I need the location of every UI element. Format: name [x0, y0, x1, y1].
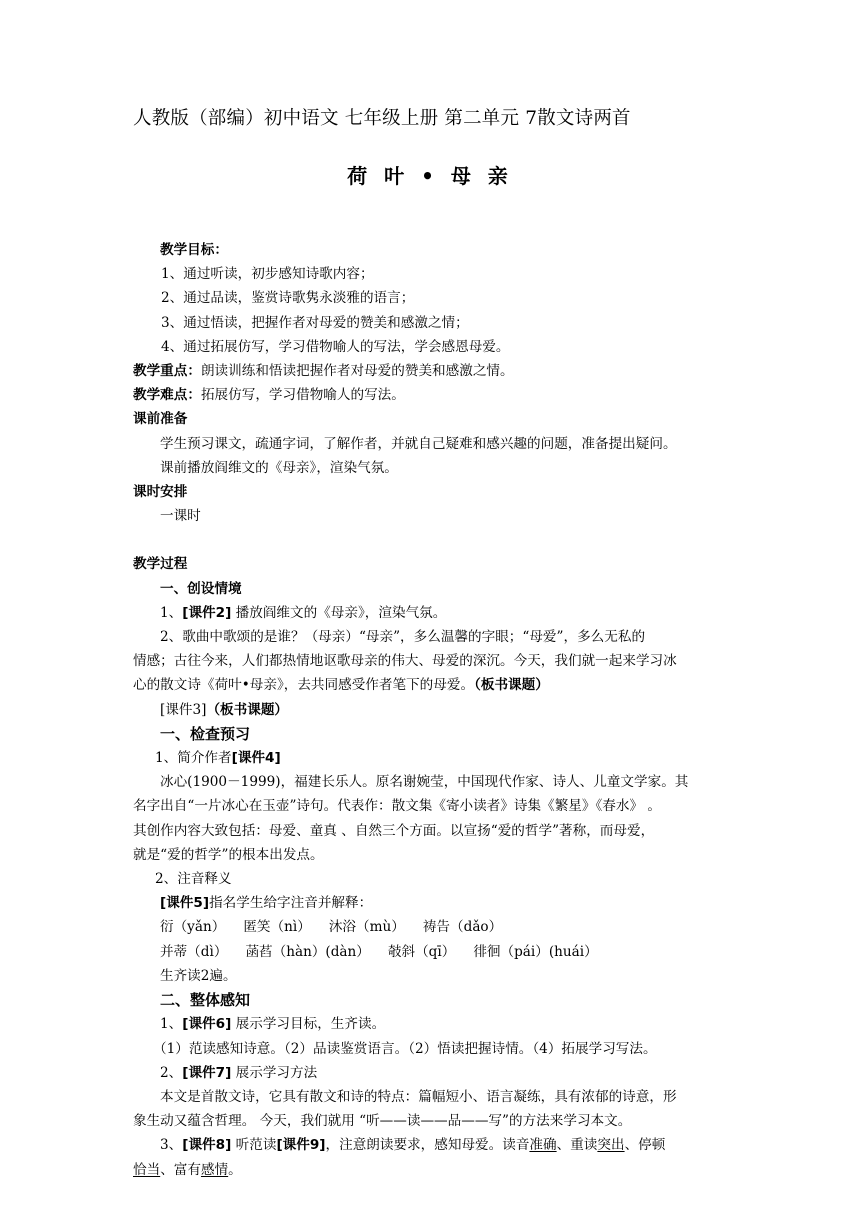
- section-heading: 一、创设情境: [160, 580, 242, 597]
- pinyin-row: [133, 940, 733, 964]
- process-line: [133, 601, 733, 625]
- pinyin-item: 并蒂（dì）: [160, 943, 228, 960]
- schedule-text: 一课时: [160, 508, 201, 525]
- pinyin-item: 祷告（dǎo）: [422, 919, 503, 936]
- line-text: 展示学习方法: [231, 1064, 318, 1081]
- board-note: （板书课题）: [206, 701, 289, 718]
- section-heading: 一、检查预习: [160, 724, 251, 743]
- process-line: 本文是首散文诗，它具有散文和诗的特点：篇幅短小、语言凝练，具有浓郁的诗意，形: [160, 1088, 677, 1105]
- courseware-tag: [课件5]: [160, 895, 210, 912]
- courseware-tag: [课件7]: [182, 1064, 232, 1081]
- author-intro-line: 冰心(1900－1999)，福建长乐人。原名谢婉莹，中国现代作家、诗人、儿童文学家。其: [160, 774, 689, 791]
- key-point-label: 教学重点：: [133, 363, 201, 380]
- process-line: [133, 673, 733, 697]
- line-prefix: 1、: [160, 1016, 183, 1033]
- objective-item: 1、通过听读，初步感知诗歌内容；: [161, 266, 374, 283]
- prep-line: 学生预习课文，疏通字词，了解作者，并就自己疑难和感兴趣的问题，准备提出疑问。: [160, 435, 677, 452]
- difficulty-label: 教学难点：: [133, 387, 201, 404]
- process-line: 生齐读2遍。: [160, 967, 237, 984]
- line-text: 播放阎维文的《母亲》，渲染气氛。: [231, 604, 447, 621]
- courseware-tag: [课件3]: [160, 701, 207, 718]
- line-text: 、富有: [160, 1161, 201, 1178]
- underlined-term: 准确: [529, 1137, 557, 1154]
- line-text: 指名学生给字注音并解释：: [209, 895, 373, 912]
- courseware-tag: [课件2]: [182, 604, 232, 621]
- document-header: 人教版（部编）初中语文 七年级上册 第二单元 7散文诗两首: [133, 108, 631, 129]
- line-text: 。: [228, 1161, 242, 1178]
- line-text: 、重读: [556, 1137, 598, 1154]
- key-point-text: 朗读训练和悟读把握作者对母爱的赞美和感激之情。: [200, 363, 514, 380]
- subsection-heading: 2、注音释义: [155, 871, 232, 888]
- board-note: （板书课题）: [474, 677, 549, 694]
- pinyin-item: 徘徊（pái）(huái）: [473, 943, 598, 960]
- pinyin-item: 匿笑（nì）: [243, 919, 311, 936]
- document-title: 荷 叶 • 母 亲: [347, 164, 513, 188]
- difficulty-text: 拓展仿写，学习借物喻人的写法。: [200, 387, 405, 404]
- line-text: 心的散文诗《荷叶•母亲》，去共同感受作者笔下的母爱。: [133, 677, 475, 694]
- author-intro-line: 名字出自“一片冰心在玉壶”诗句。代表作：散文集《寄小读者》诗集《繁星》《春水》 。: [133, 798, 661, 815]
- key-point: [133, 359, 733, 383]
- author-intro-line: 其创作内容大致包括：母爱、童真 、自然三个方面。以宣扬“爱的哲学”著称，而母爱，: [133, 822, 655, 839]
- underlined-term: 恰当: [133, 1161, 161, 1178]
- process-line: [133, 1133, 733, 1157]
- process-line: [133, 1158, 733, 1182]
- pinyin-item: 衍（yǎn）: [160, 919, 226, 936]
- underlined-term: 感情: [200, 1161, 229, 1178]
- schedule-heading: 课时安排: [133, 484, 188, 501]
- pinyin-row: [133, 915, 733, 939]
- line-text: 展示学习目标，生齐读。: [231, 1016, 386, 1033]
- process-line: [133, 891, 733, 915]
- line-prefix: 3、: [160, 1137, 183, 1154]
- objectives-heading: 教学目标：: [160, 242, 228, 258]
- document-body: [133, 238, 733, 1182]
- prep-line: 课前播放阎维文的《母亲》，渲染气氛。: [160, 459, 398, 476]
- objective-item: 3、通过悟读，把握作者对母爱的赞美和感激之情；: [161, 314, 469, 331]
- process-line: [133, 1012, 733, 1036]
- process-line: 情感；古往今来，人们都热情地讴歌母亲的伟大、母爱的深沉。今天，我们就一起来学习冰: [133, 653, 677, 670]
- objective-item: 4、通过拓展仿写，学习借物喻人的写法，学会感恩母爱。: [161, 338, 510, 355]
- underlined-term: 突出: [597, 1137, 625, 1154]
- line-prefix: 2、: [160, 1064, 183, 1081]
- courseware-tag: [课件8]: [182, 1137, 232, 1154]
- line-text: 听范读: [231, 1137, 277, 1154]
- author-intro-line: 就是“爱的哲学”的根本出发点。: [133, 846, 324, 863]
- pinyin-item: 攲斜（qī）: [387, 943, 456, 960]
- process-line: 2、歌曲中歌颂的是谁？（母亲）“母亲”，多么温馨的字眼；“母爱”，多么无私的: [160, 629, 646, 646]
- process-heading: 教学过程: [133, 556, 188, 573]
- process-line: 象生动又蕴含哲理。 今天，我们就用 “听——读——品——写”的方法来学习本文。: [133, 1113, 632, 1130]
- courseware-tag: [课件9]: [276, 1137, 326, 1154]
- pinyin-item: 沐浴（mù）: [328, 919, 405, 936]
- prep-heading: 课前准备: [133, 411, 188, 428]
- process-line: [133, 698, 733, 722]
- difficulty: [133, 383, 733, 407]
- process-line: （1）范读感知诗意。（2）品读鉴赏语言。（2）悟读把握诗情。（4）拓展学习写法。: [153, 1040, 657, 1057]
- line-prefix: 1、: [160, 604, 183, 621]
- courseware-tag: [课件6]: [182, 1016, 232, 1033]
- courseware-tag: [课件4]: [231, 750, 281, 767]
- line-text: ，注意朗读要求，感知母爱。读音: [325, 1137, 530, 1154]
- objective-item: 2、通过品读，鉴赏诗歌隽永淡雅的语言；: [161, 290, 415, 307]
- pinyin-item: 菡萏（hàn）(dàn）: [245, 943, 370, 960]
- process-line: [133, 746, 733, 770]
- section-heading: 二、整体感知: [160, 991, 251, 1010]
- line-text: 1、简介作者: [155, 750, 232, 767]
- process-line: [133, 1061, 733, 1085]
- line-text: 、停顿: [624, 1137, 666, 1154]
